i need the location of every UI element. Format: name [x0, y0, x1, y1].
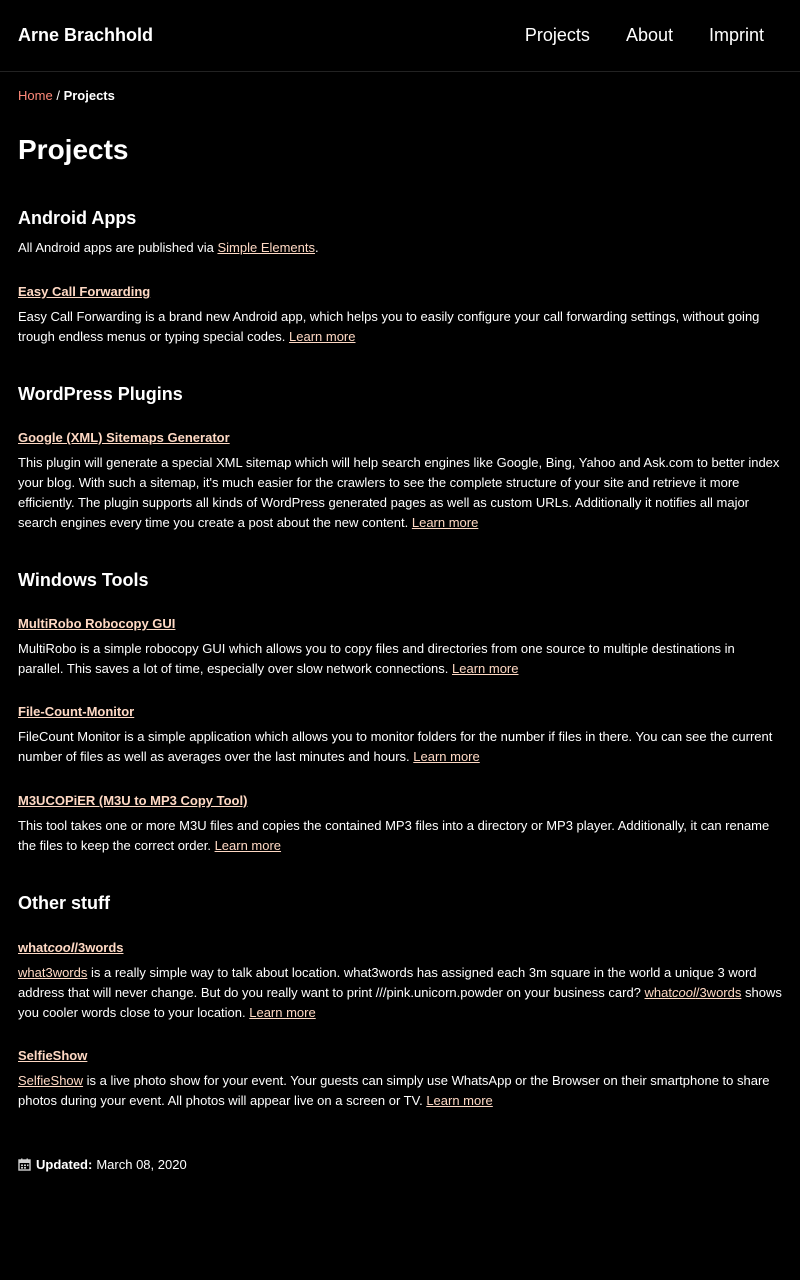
section-wordpress-plugins: [18, 383, 782, 533]
project-description-text: FileCount Monitor is a simple application which allows you to monitor folders for the number if files in there. You can see the current number of files as well as averages over the last minutes and hours.: [18, 729, 773, 764]
section-heading-wordpress: WordPress Plugins: [18, 384, 183, 404]
project-description-text: This tool takes one or more M3U files and copies the contained MP3 files into a directory or MP3 player. Additionally, it can rename the files to keep the correct order.: [18, 818, 770, 853]
page-title: Projects: [18, 134, 129, 165]
project-description: [18, 453, 782, 533]
link-part-italic: cool: [671, 985, 696, 1000]
project-title-link[interactable]: [18, 940, 782, 956]
section-android-apps: [18, 207, 782, 347]
project-title-link[interactable]: File-Count-Monitor: [18, 704, 135, 719]
breadcrumb-separator: /: [56, 88, 60, 103]
breadcrumb-home[interactable]: Home: [18, 88, 53, 103]
learn-more-link[interactable]: Learn more: [411, 515, 479, 530]
title-part: what: [18, 940, 48, 955]
link-part: /3words: [695, 985, 742, 1000]
android-intro: [18, 238, 782, 258]
link-part: what: [644, 985, 672, 1000]
section-heading-android: Android Apps: [18, 208, 137, 228]
project-description-text: MultiRobo is a simple robocopy GUI which allows you to copy files and directories from one source to multiple destinations in parallel. This saves a lot of time, especially over slow network connections.: [18, 641, 735, 676]
whatcool3words-link[interactable]: [645, 985, 742, 1000]
project-title-link[interactable]: Google (XML) Sitemaps Generator: [18, 430, 230, 445]
nav-imprint[interactable]: Imprint: [708, 25, 764, 45]
project-description-text: shows you cooler words close to your location.: [18, 985, 782, 1020]
project-easy-call-forwarding: [18, 284, 782, 347]
learn-more-link[interactable]: Learn more: [249, 1005, 316, 1020]
site-title[interactable]: Arne Brachhold: [18, 25, 154, 45]
project-description: [18, 816, 782, 856]
site-header: [0, 0, 800, 72]
updated-date: March 08, 2020: [96, 1157, 187, 1172]
section-other-stuff: [18, 892, 782, 1111]
main-nav: [525, 25, 782, 46]
simple-elements-link[interactable]: Simple Elements: [217, 240, 316, 255]
title-part: /3words: [74, 940, 124, 955]
project-whatcool3words: [18, 940, 782, 1023]
project-title-link[interactable]: M3UCOPiER (M3U to MP3 Copy Tool): [18, 793, 248, 808]
project-description-text: is a really simple way to talk about location. what3words has assigned each 3m square in the world a unique 3 word address that will never change. But do you really want to print ///pink.unicorn.powder on your business card?: [18, 965, 757, 1000]
main-content: [0, 88, 800, 1172]
section-heading-other: Other stuff: [18, 893, 110, 913]
project-description: [18, 963, 782, 1023]
selfieshow-link[interactable]: SelfieShow: [18, 1073, 84, 1088]
section-heading-windows: Windows Tools: [18, 570, 149, 590]
project-description: [18, 639, 782, 679]
project-description: [18, 307, 782, 347]
project-description: [18, 1071, 782, 1111]
android-intro-end: .: [315, 240, 319, 255]
project-title-link[interactable]: Easy Call Forwarding: [18, 284, 151, 299]
android-intro-text: All Android apps are published via: [18, 240, 218, 255]
project-selfieshow: [18, 1048, 782, 1111]
project-description-text: Easy Call Forwarding is a brand new Android app, which helps you to easily configure your call forwarding settings, without going trough endless menus or typing special codes.: [18, 309, 760, 344]
title-part-italic: cool: [47, 940, 75, 955]
project-description-text: is a live photo show for your event. Your guests can simply use WhatsApp or the Browser on their smartphone to share photos during your event. All photos will appear live on a screen or TV.: [18, 1073, 770, 1108]
learn-more-link[interactable]: Learn more: [214, 838, 282, 853]
learn-more-link[interactable]: Learn more: [413, 749, 480, 764]
project-description: [18, 727, 782, 767]
project-title-link[interactable]: SelfieShow: [18, 1048, 88, 1063]
learn-more-link[interactable]: Learn more: [426, 1093, 493, 1108]
nav-about[interactable]: About: [625, 25, 673, 45]
what3words-link[interactable]: what3words: [18, 965, 88, 980]
calendar-icon: [18, 1158, 31, 1171]
updated-label: Updated:: [36, 1157, 93, 1172]
project-m3ucopier: [18, 793, 782, 856]
project-description-text: This plugin will generate a special XML sitemap which will help search engines like Google, Bing, Yahoo and Ask.com to better index your blog. With such a sitemap, it's much easier for the crawlers to see the complete structure of your site and retrieve it more efficiently. The plugin supports all kinds of WordPress generated pages as well as custom URLs. Additionally it notifies all major search engines every time you create a post about the new content.: [18, 455, 780, 530]
project-multirobo: [18, 616, 782, 679]
updated-info: [18, 1157, 782, 1172]
breadcrumb: [18, 88, 782, 104]
project-google-sitemaps: [18, 430, 782, 533]
project-title-link[interactable]: MultiRobo Robocopy GUI: [18, 616, 176, 631]
project-file-count-monitor: [18, 704, 782, 767]
learn-more-link[interactable]: Learn more: [289, 329, 356, 344]
breadcrumb-current: Projects: [63, 88, 115, 103]
learn-more-link[interactable]: Learn more: [452, 661, 519, 676]
section-windows-tools: [18, 569, 782, 856]
nav-projects[interactable]: Projects: [524, 25, 590, 45]
